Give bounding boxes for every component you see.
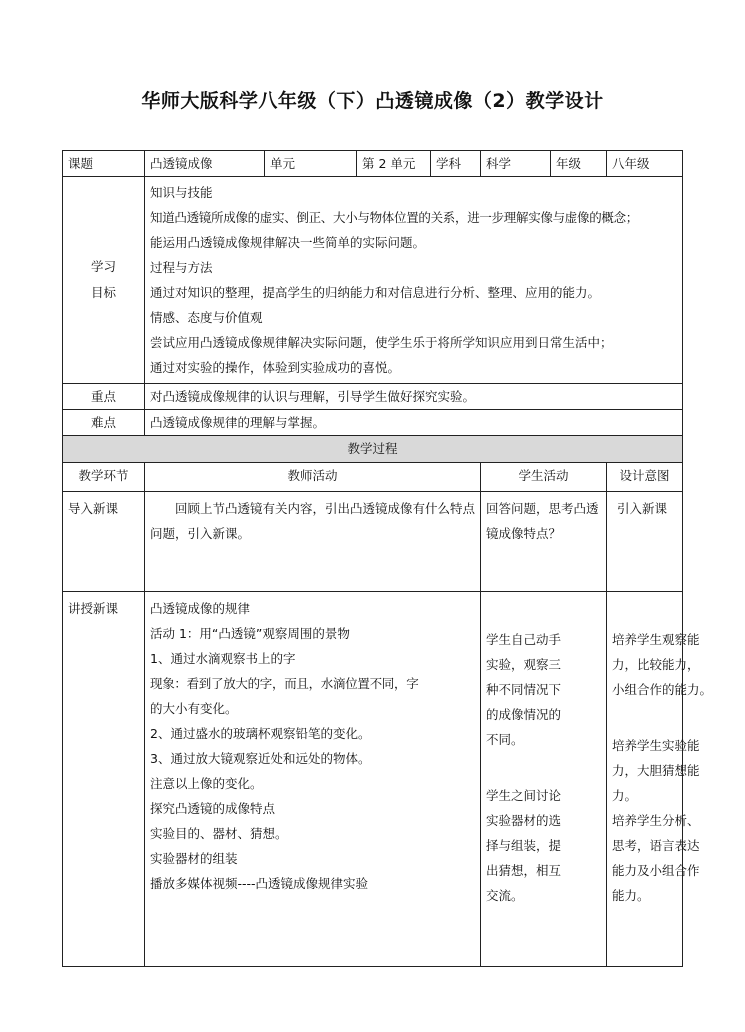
teacher-line: 2、通过盛水的玻璃杯观察铅笔的变化。 [150, 726, 371, 741]
teacher-line: 凸透镜成像的规律 [150, 601, 251, 616]
student-line: 学生自己动手 [486, 631, 562, 647]
lecture-teacher [145, 592, 481, 967]
course-value: 凸透镜成像 [145, 151, 265, 177]
design-line: 能力。 [612, 887, 650, 903]
student-line: 种不同情况下 [486, 681, 562, 697]
intro-stage: 导入新课 [63, 492, 145, 592]
student-line: 出猜想，相互 [486, 862, 562, 878]
key-point-row [63, 384, 683, 410]
student-line: 交流。 [486, 887, 524, 903]
unit-value: 第 2 单元 [357, 151, 431, 177]
goals-label-line-2: 目标 [90, 285, 116, 300]
design-line: 力。 [612, 787, 638, 803]
subject-label: 学科 [431, 151, 481, 177]
column-student: 学生活动 [481, 463, 607, 492]
intro-student: 回答问题，思考凸透镜成像特点？ [481, 492, 607, 592]
key-point-text: 对凸透镜成像规律的认识与理解，引导学生做好探究实验。 [145, 384, 683, 410]
student-line: 实验，观察三 [486, 656, 562, 672]
lecture-stage: 讲授新课 [63, 592, 145, 967]
design-line: 培养学生分析、 [612, 812, 700, 828]
difficulty-text: 凸透镜成像规律的理解与掌握。 [145, 410, 683, 436]
design-line: 小组合作的能力。 [612, 681, 713, 697]
goal-line: 知道凸透镜所成像的虚实、倒正、大小与物体位置的关系，进一步理解实像与虚像的概念； [150, 210, 639, 225]
design-line: 能力及小组合作 [612, 862, 700, 878]
intro-design: 引入新课 [607, 492, 683, 592]
grade-label: 年级 [551, 151, 607, 177]
teacher-line: 活动 1：用“凸透镜”观察周围的景物 [150, 626, 350, 641]
grade-value: 八年级 [607, 151, 683, 177]
lecture-design [607, 592, 713, 967]
goals-content [145, 177, 683, 384]
teacher-line: 现象：看到了放大的字，而且，水滴位置不同，字 [150, 676, 419, 691]
teacher-line: 注意以上像的变化。 [150, 776, 263, 791]
student-line: 实验器材的选 [486, 812, 562, 828]
lecture-student [481, 592, 607, 967]
goals-row [63, 177, 683, 384]
column-stage: 教学环节 [63, 463, 145, 492]
goals-label [63, 177, 145, 384]
goal-line: 尝试应用凸透镜成像规律解决实际问题，使学生乐于将所学知识应用到日常生活中； [150, 335, 613, 350]
student-line: 不同。 [486, 731, 524, 747]
goal-line: 情感、态度与价值观 [150, 310, 263, 325]
column-design: 设计意图 [607, 463, 683, 492]
goal-line: 能运用凸透镜成像规律解决一些简单的实际问题。 [150, 235, 426, 250]
teacher-line: 1、通过水滴观察书上的字 [150, 651, 296, 666]
design-line: 力，大胆猜想能 [612, 762, 700, 778]
intro-teacher: 回顾上节凸透镜有关内容，引出凸透镜成像有什么特点问题，引入新课。 [145, 492, 481, 592]
difficulty-label: 难点 [63, 410, 145, 436]
student-line: 的成像情况的 [486, 706, 562, 722]
process-header-row [63, 436, 683, 463]
teacher-line: 探究凸透镜的成像特点 [150, 801, 276, 816]
key-point-label: 重点 [63, 384, 145, 410]
teacher-line: 的大小有变化。 [150, 701, 238, 716]
teacher-line: 3、通过放大镜观察近处和远处的物体。 [150, 751, 371, 766]
design-line: 力，比较能力， [612, 656, 700, 672]
design-line: 思考，语言表达 [612, 837, 700, 853]
course-label: 课题 [63, 151, 145, 177]
teacher-line: 播放多媒体视频----凸透镜成像规律实验 [150, 876, 369, 891]
subject-value: 科学 [481, 151, 551, 177]
lesson-plan-table [62, 150, 713, 967]
teacher-line: 实验器材的组装 [150, 851, 238, 866]
goal-line: 通过对实验的操作，体验到实验成功的喜悦。 [150, 360, 401, 375]
info-row [63, 151, 683, 177]
teacher-line: 实验目的、器材、猜想。 [150, 826, 288, 841]
difficulty-row [63, 410, 683, 436]
goal-line: 通过对知识的整理，提高学生的归纳能力和对信息进行分析、整理、应用的能力。 [150, 285, 601, 300]
unit-label: 单元 [265, 151, 357, 177]
process-header: 教学过程 [63, 436, 683, 463]
student-line: 学生之间讨论 [486, 787, 562, 803]
column-teacher: 教师活动 [145, 463, 481, 492]
process-columns-row [63, 463, 683, 492]
page-title: 华师大版科学八年级（下）凸透镜成像（2）教学设计 [141, 90, 604, 112]
goal-line: 过程与方法 [150, 260, 213, 275]
goals-label-line-1: 学习 [90, 259, 116, 274]
goal-line: 知识与技能 [150, 185, 213, 200]
design-line: 培养学生实验能 [612, 737, 700, 753]
design-line: 培养学生观察能 [612, 631, 700, 647]
intro-row [63, 492, 683, 592]
lecture-row [63, 592, 683, 967]
student-line: 择与组装，提 [486, 837, 562, 853]
